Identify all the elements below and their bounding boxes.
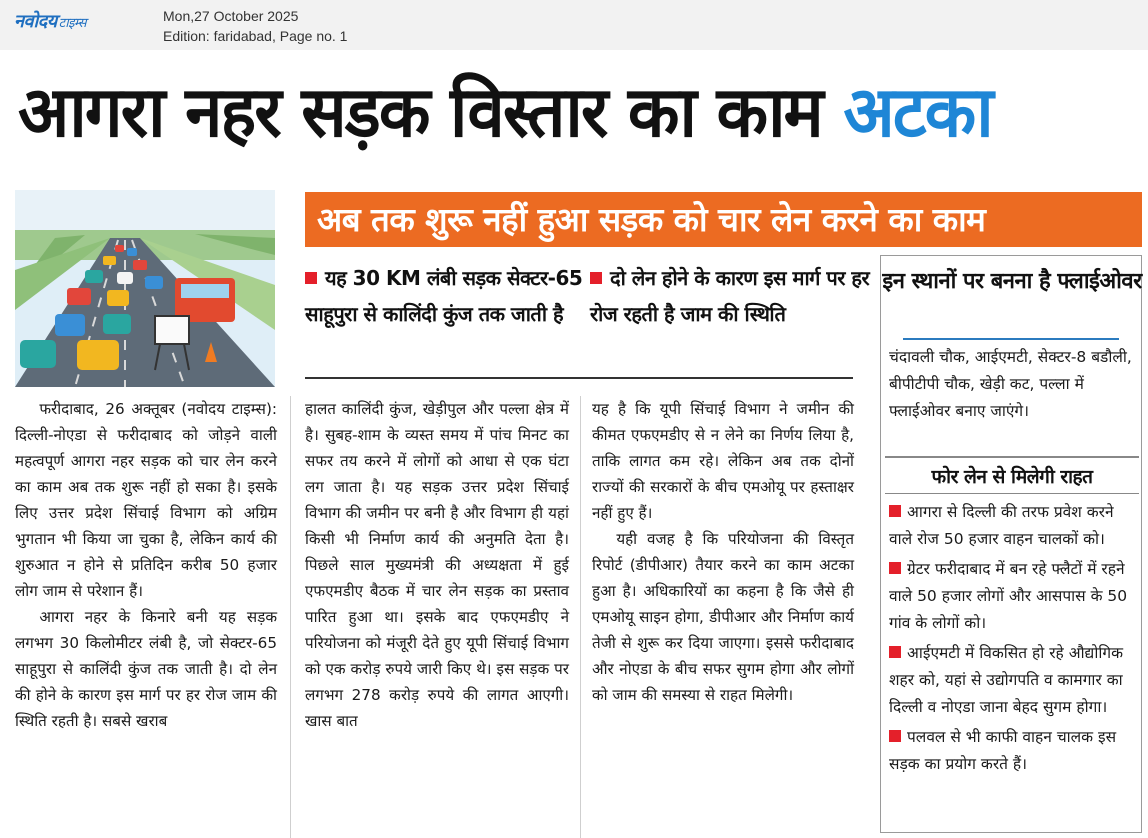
sidebar-divider <box>903 338 1119 340</box>
traffic-illustration <box>15 190 275 387</box>
paragraph: यही वजह है कि परियोजना की विस्तृत रिपोर्ट (डीपीआर) तैयार करने का काम अटका हुआ है। अधिकारियों का कहना है कि जैसे ही एमओयू साइन होगा, डीपीआर और निर्माण कार्य तेजी से शुरू कर दिया जाएगा। इससे फरीदाबाद और नोएडा के बीच सफर सुगम होगा और लोगों को जाम की समस्या से राहत मिलेगी। <box>592 530 854 704</box>
info-sidebar <box>880 255 1142 833</box>
newspaper-logo[interactable] <box>14 9 86 33</box>
sidebar-subtitle: फोर लेन से मिलेगी राहत <box>931 466 1093 488</box>
bullet-square-icon <box>889 505 901 517</box>
top-bar <box>0 0 1148 50</box>
paragraph: यह है कि यूपी सिंचाई विभाग ने जमीन की कीमत एफएमडीए से न लेने का निर्णय लिया है, ताकि लागत कम रहे। लेकिन अब तक दोनों राज्यों की सरकारों के बीच एमओयू पर हस्ताक्षर नहीं हुए हैं। <box>592 400 854 522</box>
headline-main: आगरा नहर सड़क विस्तार का काम <box>18 71 822 153</box>
article-column-3 <box>592 396 854 708</box>
list-item-text: ग्रेटर फरीदाबाद में बन रहे फ्लैटों में रहने वाले 50 हजार लोगों और आसपास के 50 गांव के लोगों को। <box>889 560 1128 632</box>
sidebar-divider <box>885 456 1139 458</box>
sidebar-text: चंदावली चौक, आईएमटी, सेक्टर-8 बडौली, बीपीटीपी चौक, खेड़ी कट, पल्ला में फ्लाईओवर बनाए जाएंगे। <box>889 348 1132 420</box>
highlight-text-1: यह 30 KM लंबी सड़क सेक्टर-65 साहूपुरा से कालिंदी कुंज तक जाती है <box>305 266 583 326</box>
list-item-text: पलवल से भी काफी वाहन चालक इस सड़क का प्रयोग करते हैं। <box>889 728 1117 773</box>
list-item <box>889 556 1139 637</box>
bullet-square-icon <box>889 562 901 574</box>
sidebar-title: इन स्थानों पर बनना है फ्लाईओवर <box>882 269 1142 294</box>
paragraph: फरीदाबाद, 26 अक्तूबर (नवोदय टाइम्स): दिल्ली-नोएडा से फरीदाबाद को जोड़ने वाली महत्वपूर्ण आगरा नहर सड़क को चार लेन करने का काम अब तक शुरू नहीं हो सका है। इसके लिए उत्तर प्रदेश सिंचाई विभाग को अग्रिम भुगतान भी किया जा चुका है, लेकिन कार्य की शुरुआत न होने से प्रतिदिन करीब 50 हजार लोग जाम से परेशान हैं। <box>15 400 277 600</box>
column-divider <box>580 396 581 838</box>
edition-date: Mon,27 October 2025 <box>163 8 299 24</box>
edition-info: Edition: faridabad, Page no. 1 <box>163 28 348 44</box>
logo-main: नवोदय <box>14 11 57 32</box>
list-item-text: आईएमटी में विकसित हो रहे औद्योगिक शहर को, यहां से उद्योगपति व कामगार का दिल्ली व नोएडा जाना बेहद सुगम होगा। <box>889 644 1123 716</box>
logo-sub: टाइम्स <box>58 16 86 31</box>
bullet-square-icon <box>590 272 602 284</box>
paragraph: हालत कालिंदी कुंज, खेड़ीपुल और पल्ला क्षेत्र में है। सुबह-शाम के व्यस्त समय में पांच मिनट का सफर तय करने में लोगों को आधा से एक घंटा लग जाता है। यह सड़क उत्तर प्रदेश सिंचाई विभाग की जमीन पर बनी है और विभाग ही यहां किसी भी निर्माण कार्य की अनुमति देता है। पिछले साल मुख्यमंत्री की अध्यक्षता में हुई एफएमडीए बैठक में चार लेन सड़क का प्रस्ताव पारित हुआ था। इसके बाद एफएमडीए ने परियोजना को मंजूरी देते हुए यूपी सिंचाई विभाग को एक करोड़ रुपये जारी किए थे। इस सड़क पर लगभग 278 करोड़ रुपये की लागत आएगी। खास बात <box>305 400 569 730</box>
page-headline <box>18 62 1103 162</box>
column-divider <box>290 396 291 838</box>
sidebar-divider <box>885 493 1139 494</box>
bullet-square-icon <box>889 730 901 742</box>
bullet-square-icon <box>305 272 317 284</box>
sub-headline-banner: अब तक शुरू नहीं हुआ सड़क को चार लेन करने का काम <box>305 192 1142 247</box>
headline-highlight: अटका <box>843 71 992 153</box>
list-item <box>889 640 1139 721</box>
highlight-box-1 <box>305 260 585 332</box>
highlight-box-2 <box>590 260 870 332</box>
edition-meta <box>163 6 347 46</box>
article-column-1 <box>15 396 277 734</box>
highlight-text-2: दो लेन होने के कारण इस मार्ग पर हर रोज रहती है जाम की स्थिति <box>590 266 870 326</box>
highlight-divider <box>305 377 853 379</box>
article-column-2 <box>305 396 569 734</box>
bullet-square-icon <box>889 646 901 658</box>
sidebar-bullet-list <box>889 499 1139 781</box>
list-item <box>889 724 1139 778</box>
paragraph: आगरा नहर के किनारे बनी यह सड़क लगभग 30 किलोमीटर लंबी है, जो सेक्टर-65 साहूपुरा से कालिंदी कुंज तक जाती है। दो लेन की होने के कारण इस मार्ग पर हर रोज जाम की स्थिति रहती है। सबसे खराब <box>15 608 277 730</box>
list-item <box>889 499 1139 553</box>
list-item-text: आगरा से दिल्ली की तरफ प्रवेश करने वाले रोज 50 हजार वाहन चालकों को। <box>889 503 1114 548</box>
